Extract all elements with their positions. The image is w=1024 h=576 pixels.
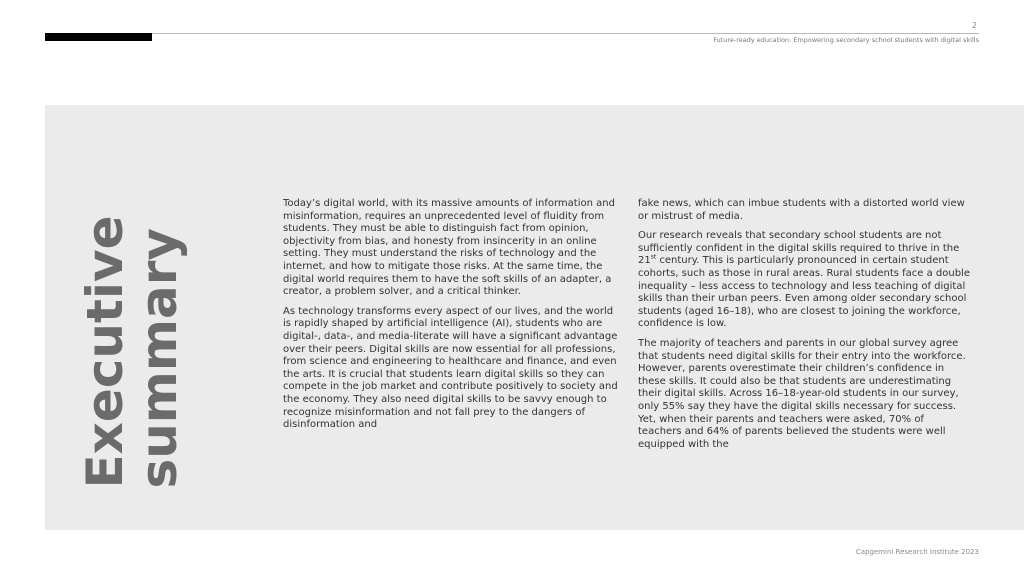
paragraph-text: century. This is particularly pronounced in certain student cohorts, such as those in rural areas. Rural students face a double inequality – less access to technology and less teaching of digital skills than their urban peers. Even among older secondary school students (aged 16–18), who are closest to joining the workforce, confidence is low.: [638, 255, 970, 330]
section-heading: [78, 215, 186, 488]
footer-publisher: Capgemini Research Institute 2023: [855, 548, 979, 556]
page-number: 2: [971, 21, 977, 30]
paragraph: Today’s digital world, with its massive amounts of information and misinformation, requires an unprecedented level of fluidity from students. They must be able to distinguish fact from opinion, objectivity from bias, and honesty from insincerity in an online setting. They must understand the risks of technology and the internet, and how to mitigate those risks. At the same time, the digital world requires them to have the soft skills of an adapter, a creator, a problem solver, and a critical thinker.: [283, 198, 615, 298]
ordinal-suffix: st: [650, 254, 657, 262]
paragraph-text: Our research reveals that secondary school students are not sufficiently confident in the digital skills required to thrive in the 21: [638, 230, 960, 267]
text-column-right: [638, 198, 970, 458]
report-title: Future-ready education: Empowering secondary school students with digital skills: [713, 36, 979, 44]
paragraph: The majority of teachers and parents in our global survey agree that students need digital skills for their entry into the workforce. However, parents overestimate their children’s confidence in these skills. It could also be that students are underestimating their digital skills. Across 16–18-year-old students in our survey, only 55% say they have the digital skills necessary for success. Yet, when their parents and teachers were asked, 70% of teachers and 64% of parents believed the students were well equipped with the: [638, 337, 966, 450]
header-accent-bar: [45, 33, 152, 41]
text-column-left: [283, 198, 621, 439]
header-divider: [45, 33, 979, 34]
paragraph: As technology transforms every aspect of our lives, and the world is rapidly shaped by artificial intelligence (AI), students who are digital-, data-, and media-literate will have a significant advantage over their peers. Digital skills are now essential for all professions, from science and engineering to healthcare and finance, and even the arts. It is crucial that students learn digital skills so they can compete in the job market and contribute positively to society and the economy. They also need digital skills to be savvy enough to recognize misinformation and not fall prey to the dangers of disinformation and: [283, 305, 618, 431]
paragraph: fake news, which can imbue students with a distorted world view or mistrust of media.: [638, 198, 965, 222]
section-heading-line2: summary: [130, 228, 188, 489]
section-heading-line1: Executive: [76, 215, 134, 489]
paragraph: [638, 230, 970, 331]
